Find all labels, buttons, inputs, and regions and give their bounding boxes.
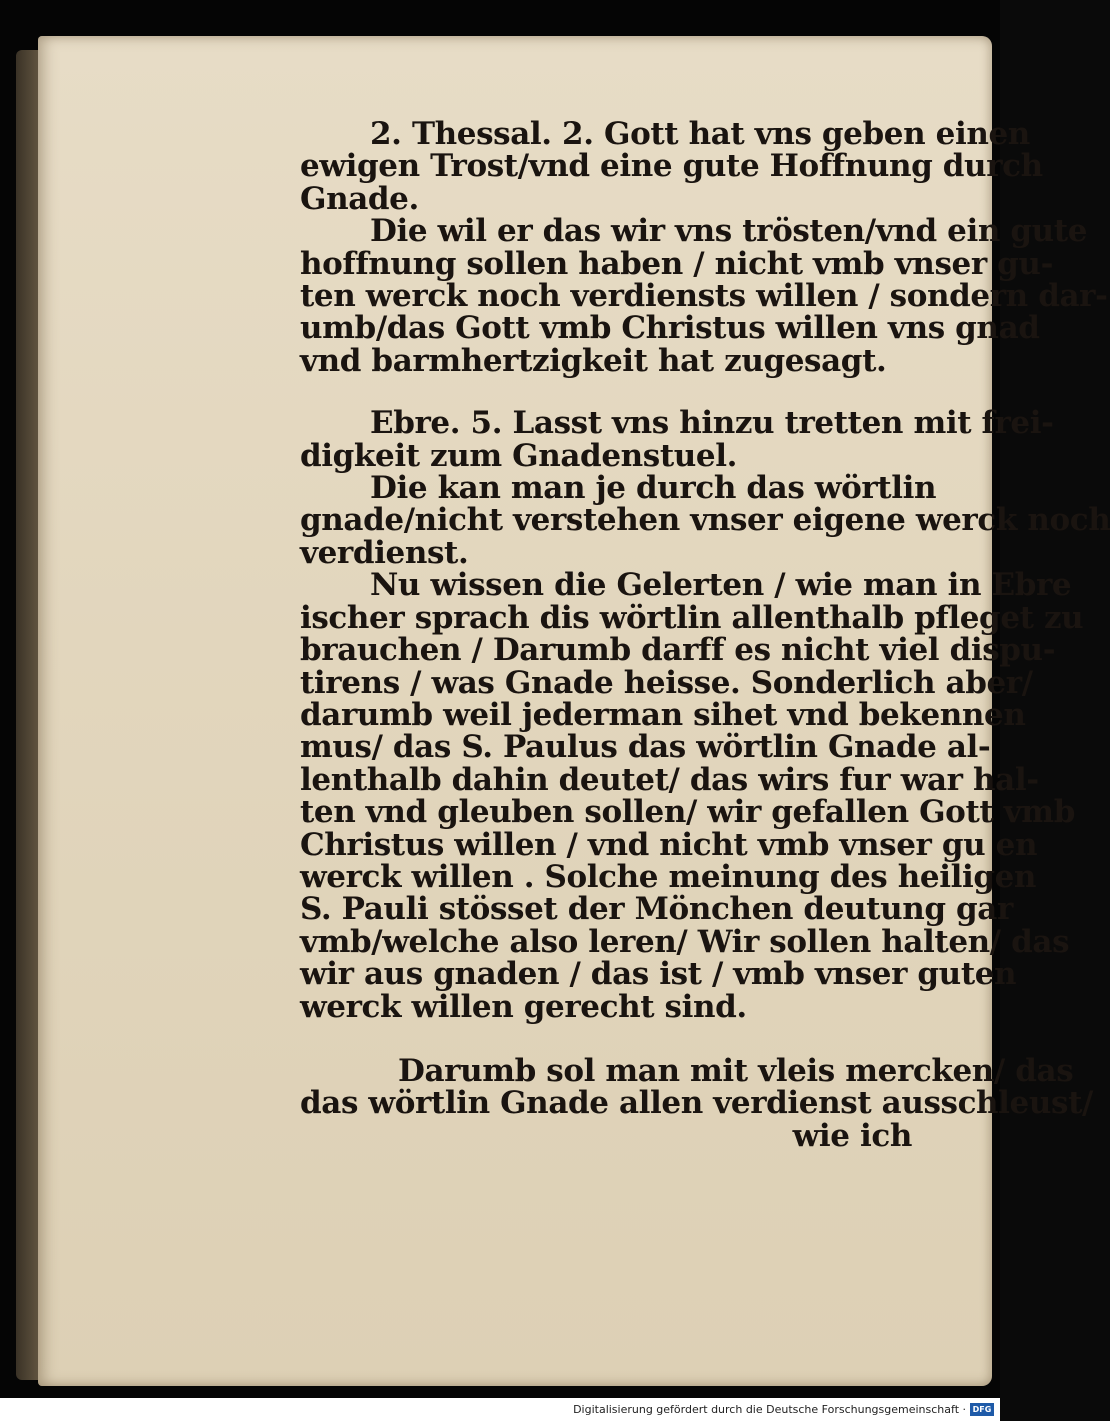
text-line: das wörtlin Gnade allen verdienst ausschleust/ <box>300 1085 1093 1122</box>
text-line: umb/das Gott vmb Christus willen vns gnad <box>300 310 1040 347</box>
text-line: vnd barmhertzigkeit hat zugesagt. <box>300 342 887 379</box>
digitization-footer <box>0 1398 1000 1421</box>
text-line: Ebre. 5. Lasst vns hinzu tretten mit frei- <box>370 405 1054 442</box>
text-line: wir aus gnaden / das ist / vmb vnser guten <box>300 956 1017 993</box>
text-line: Die wil er das wir vns trösten/vnd ein gute <box>370 213 1088 250</box>
text-line: S. Pauli stösset der Mönchen deutung gar <box>300 891 1013 928</box>
text-line: ten werck noch verdiensts willen / sondern dar- <box>300 278 1108 315</box>
text-line: mus/ das S. Paulus das wörtlin Gnade al- <box>300 729 991 766</box>
text-line: gnade/nicht verstehen vnser eigene werck noch <box>300 502 1110 539</box>
text-line: vmb/welche also leren/ Wir sollen halten/ das <box>300 923 1070 960</box>
page-text <box>300 116 1110 1154</box>
text-line: lenthalb dahin deutet/ das wirs fur war hal- <box>300 761 1039 798</box>
text-line: digkeit zum Gnadenstuel. <box>300 437 737 474</box>
text-line: Gnade. <box>300 180 419 217</box>
text-line: Christus willen / vnd nicht vmb vnser gu en <box>300 826 1038 863</box>
text-line: Die kan man je durch das wörtlin <box>370 470 937 507</box>
text-line: Nu wissen die Gelerten / wie man in Ebre <box>370 567 1072 604</box>
text-line: ischer sprach dis wörtlin allenthalb pfleget zu <box>300 599 1084 636</box>
catchword: wie ich <box>792 1117 912 1154</box>
footer-credit: Digitalisierung gefördert durch die Deutsche Forschungsgemeinschaft · <box>573 1403 966 1416</box>
dfg-logo-icon: DFG <box>970 1403 994 1416</box>
text-line: tirens / was Gnade heisse. Sonderlich aber/ <box>300 664 1033 701</box>
text-line: werck willen gerecht sind. <box>300 988 747 1025</box>
text-line: ewigen Trost/vnd eine gute Hoffnung durch <box>300 148 1043 185</box>
text-line: verdienst. <box>300 534 469 571</box>
text-line: ten vnd gleuben sollen/ wir gefallen Gott vmb <box>300 794 1075 831</box>
text-line: Darumb sol man mit vleis mercken/ das <box>398 1052 1074 1089</box>
text-line: werck willen . Solche meinung des heiligen <box>300 858 1037 895</box>
text-line: 2. Thessal. 2. Gott hat vns geben einen <box>370 116 1030 152</box>
text-line: darumb weil jederman sihet vnd bekennen <box>300 696 1026 733</box>
text-line: brauchen / Darumb darff es nicht viel dispu- <box>300 632 1056 669</box>
text-line: hoffnung sollen haben / nicht vmb vnser gu- <box>300 245 1054 282</box>
